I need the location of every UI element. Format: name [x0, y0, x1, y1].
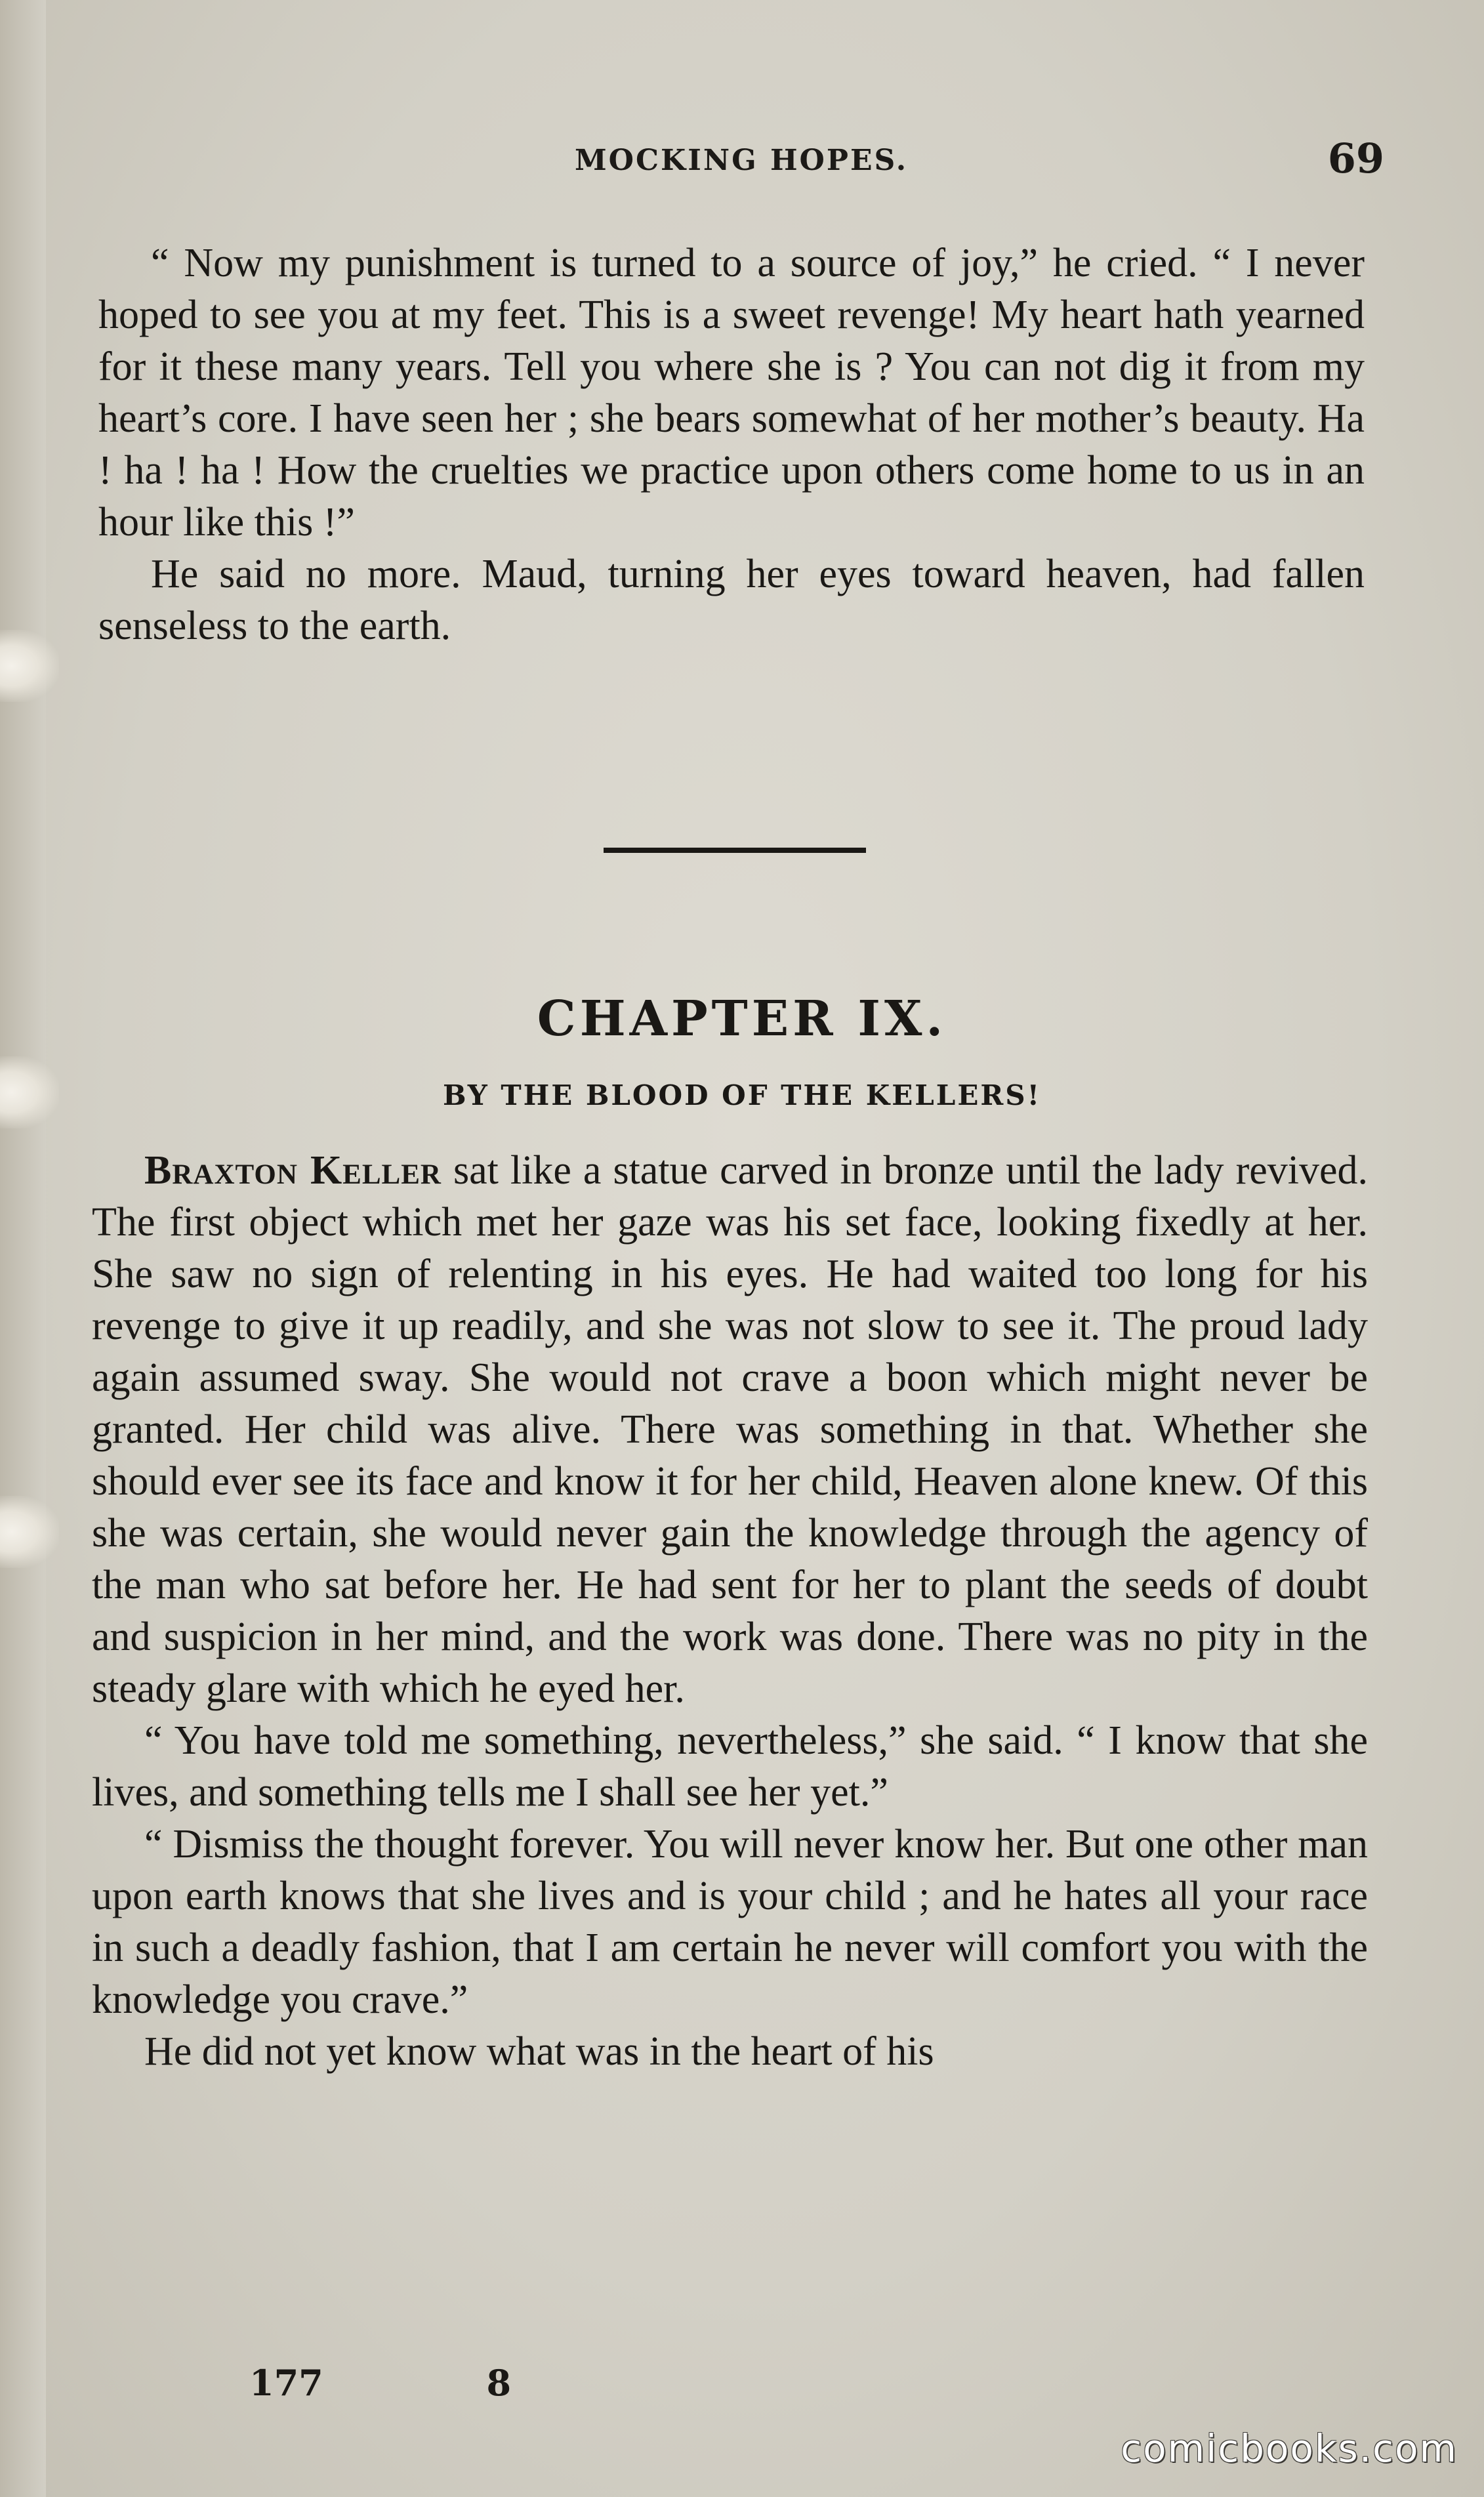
paragraph: “ Dismiss the thought forever. You will never know her. But one other man upon earth knows that she lives and is your child ; and he hates all your race in such a deadly fashion, that I am certain he never will comfort you with the knowledge you crave.” [92, 1822, 1368, 2022]
chapter-title: CHAPTER IX. [537, 991, 947, 1047]
signature-right: 8 [486, 2362, 512, 2404]
page-number: 69 [1327, 134, 1384, 182]
signature-marks [249, 2362, 511, 2404]
signature-left: 177 [249, 2362, 323, 2404]
paragraph: “ You have told me something, nevertheless,” she said. “ I know that she lives, and something tells me I shall see her yet.” [92, 1718, 1368, 1815]
opening-words: Braxton Keller [144, 1148, 442, 1193]
running-head: MOCKING HOPES. [574, 144, 909, 177]
paragraph [92, 1145, 1368, 1715]
paragraph: He did not yet know what was in the heart of his [144, 2029, 934, 2074]
binding-hole [0, 1496, 59, 1568]
paragraph-text: sat like a statue carved in bronze until the lady revived. The first object which met her gaze was his set face, looking fixedly at her. She saw no sign of relenting in his eyes. He had waited too long for his revenge to give it up readily, and she was not slow to see it. The proud lady again assumed sway. She would not crave a boon which might never be granted. Her child was alive. There was something in that. Whether she should ever see its face and know it for her child, Heaven alone knew. Of this she was certain, she would never gain the knowledge through the agency of the man who sat before her. He had sent for her to plant the seeds of doubt and suspicion in her mind, and the work was done. There was no pity in the steady glare with which he eyed her. [92, 1148, 1368, 1711]
section-text [98, 237, 1365, 652]
chapter-subtitle: BY THE BLOOD OF THE KELLERS! [442, 1079, 1042, 1111]
chapter-text [92, 1145, 1368, 2078]
section-divider [604, 848, 866, 853]
watermark: comicbooks.com [1121, 2426, 1458, 2471]
binding-hole [0, 630, 59, 702]
paragraph: He said no more. Maud, turning her eyes toward heaven, had fallen senseless to the earth. [98, 552, 1365, 648]
page-binding-edge [0, 0, 46, 2497]
page-header [98, 134, 1384, 187]
paragraph: “ Now my punishment is turned to a source of joy,” he cried. “ I never hoped to see you at my feet. This is a sweet revenge! My heart hath yearned for it these many years. Tell you where she is ? You can not dig it from my heart’s core. I have seen her ; she bears somewhat of her mother’s beauty. Ha ! ha ! ha ! How the cruelties we practice upon others come home to us in an hour like this !” [98, 241, 1365, 545]
